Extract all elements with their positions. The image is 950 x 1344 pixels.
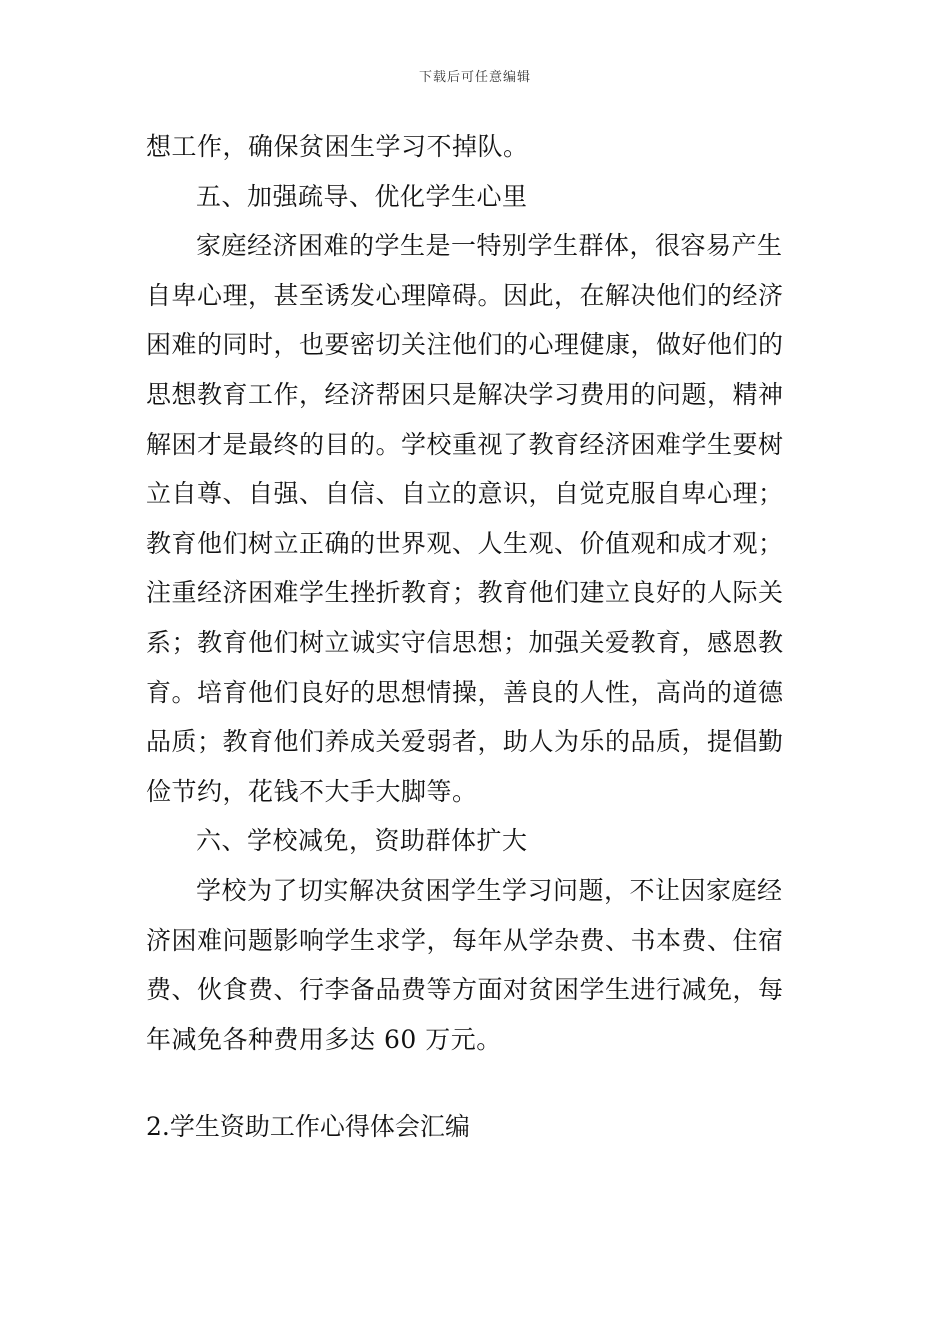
body-line: 立自尊、自强、自信、自立的意识，自觉克服自卑心理；	[146, 479, 784, 509]
section-heading-6: 六、学校减免，资助群体扩大	[196, 826, 528, 856]
body-line: 思想教育工作，经济帮困只是解决学习费用的问题，精神	[146, 379, 784, 409]
body-line: 教育他们树立正确的世界观、人生观、价值观和成才观；	[146, 528, 784, 558]
body-line: 品质；教育他们养成关爱弱者，助人为乐的品质，提倡勤	[146, 727, 784, 757]
body-line: 系；教育他们树立诚实守信思想；加强关爱教育，感恩教	[146, 627, 784, 657]
body-line: 注重经济困难学生挫折教育；教育他们建立良好的人际关	[146, 578, 784, 608]
page-header: 下载后可任意编辑	[418, 70, 531, 85]
body-line: 解困才是最终的目的。学校重视了教育经济困难学生要树	[146, 429, 784, 459]
document-body	[146, 122, 806, 1152]
body-line: 年减免各种费用多达 60 万元。	[146, 1024, 502, 1054]
section-heading-5: 五、加强疏导、优化学生心里	[196, 181, 528, 211]
body-line: 济困难问题影响学生求学，每年从学杂费、书本费、住宿	[146, 925, 784, 955]
body-line: 育。培育他们良好的思想情操，善良的人性，高尚的道德	[146, 677, 784, 707]
body-line: 费、伙食费、行李备品费等方面对贫困学生进行减免，每	[146, 975, 784, 1005]
body-line: 俭节约，花钱不大手大脚等。	[146, 776, 478, 806]
body-line: 想工作，确保贫困生学习不掉队。	[146, 132, 529, 161]
body-line: 学校为了切实解决贫困学生学习问题，不让因家庭经	[196, 875, 783, 905]
body-line: 家庭经济困难的学生是一特别学生群体，很容易产生	[196, 231, 783, 261]
next-section-title: 2.学生资助工作心得体会汇编	[146, 1112, 470, 1142]
body-line: 自卑心理，甚至诱发心理障碍。因此，在解决他们的经济	[146, 280, 784, 310]
paragraph-gap	[146, 1064, 806, 1102]
body-line: 困难的同时，也要密切关注他们的心理健康，做好他们的	[146, 330, 784, 360]
